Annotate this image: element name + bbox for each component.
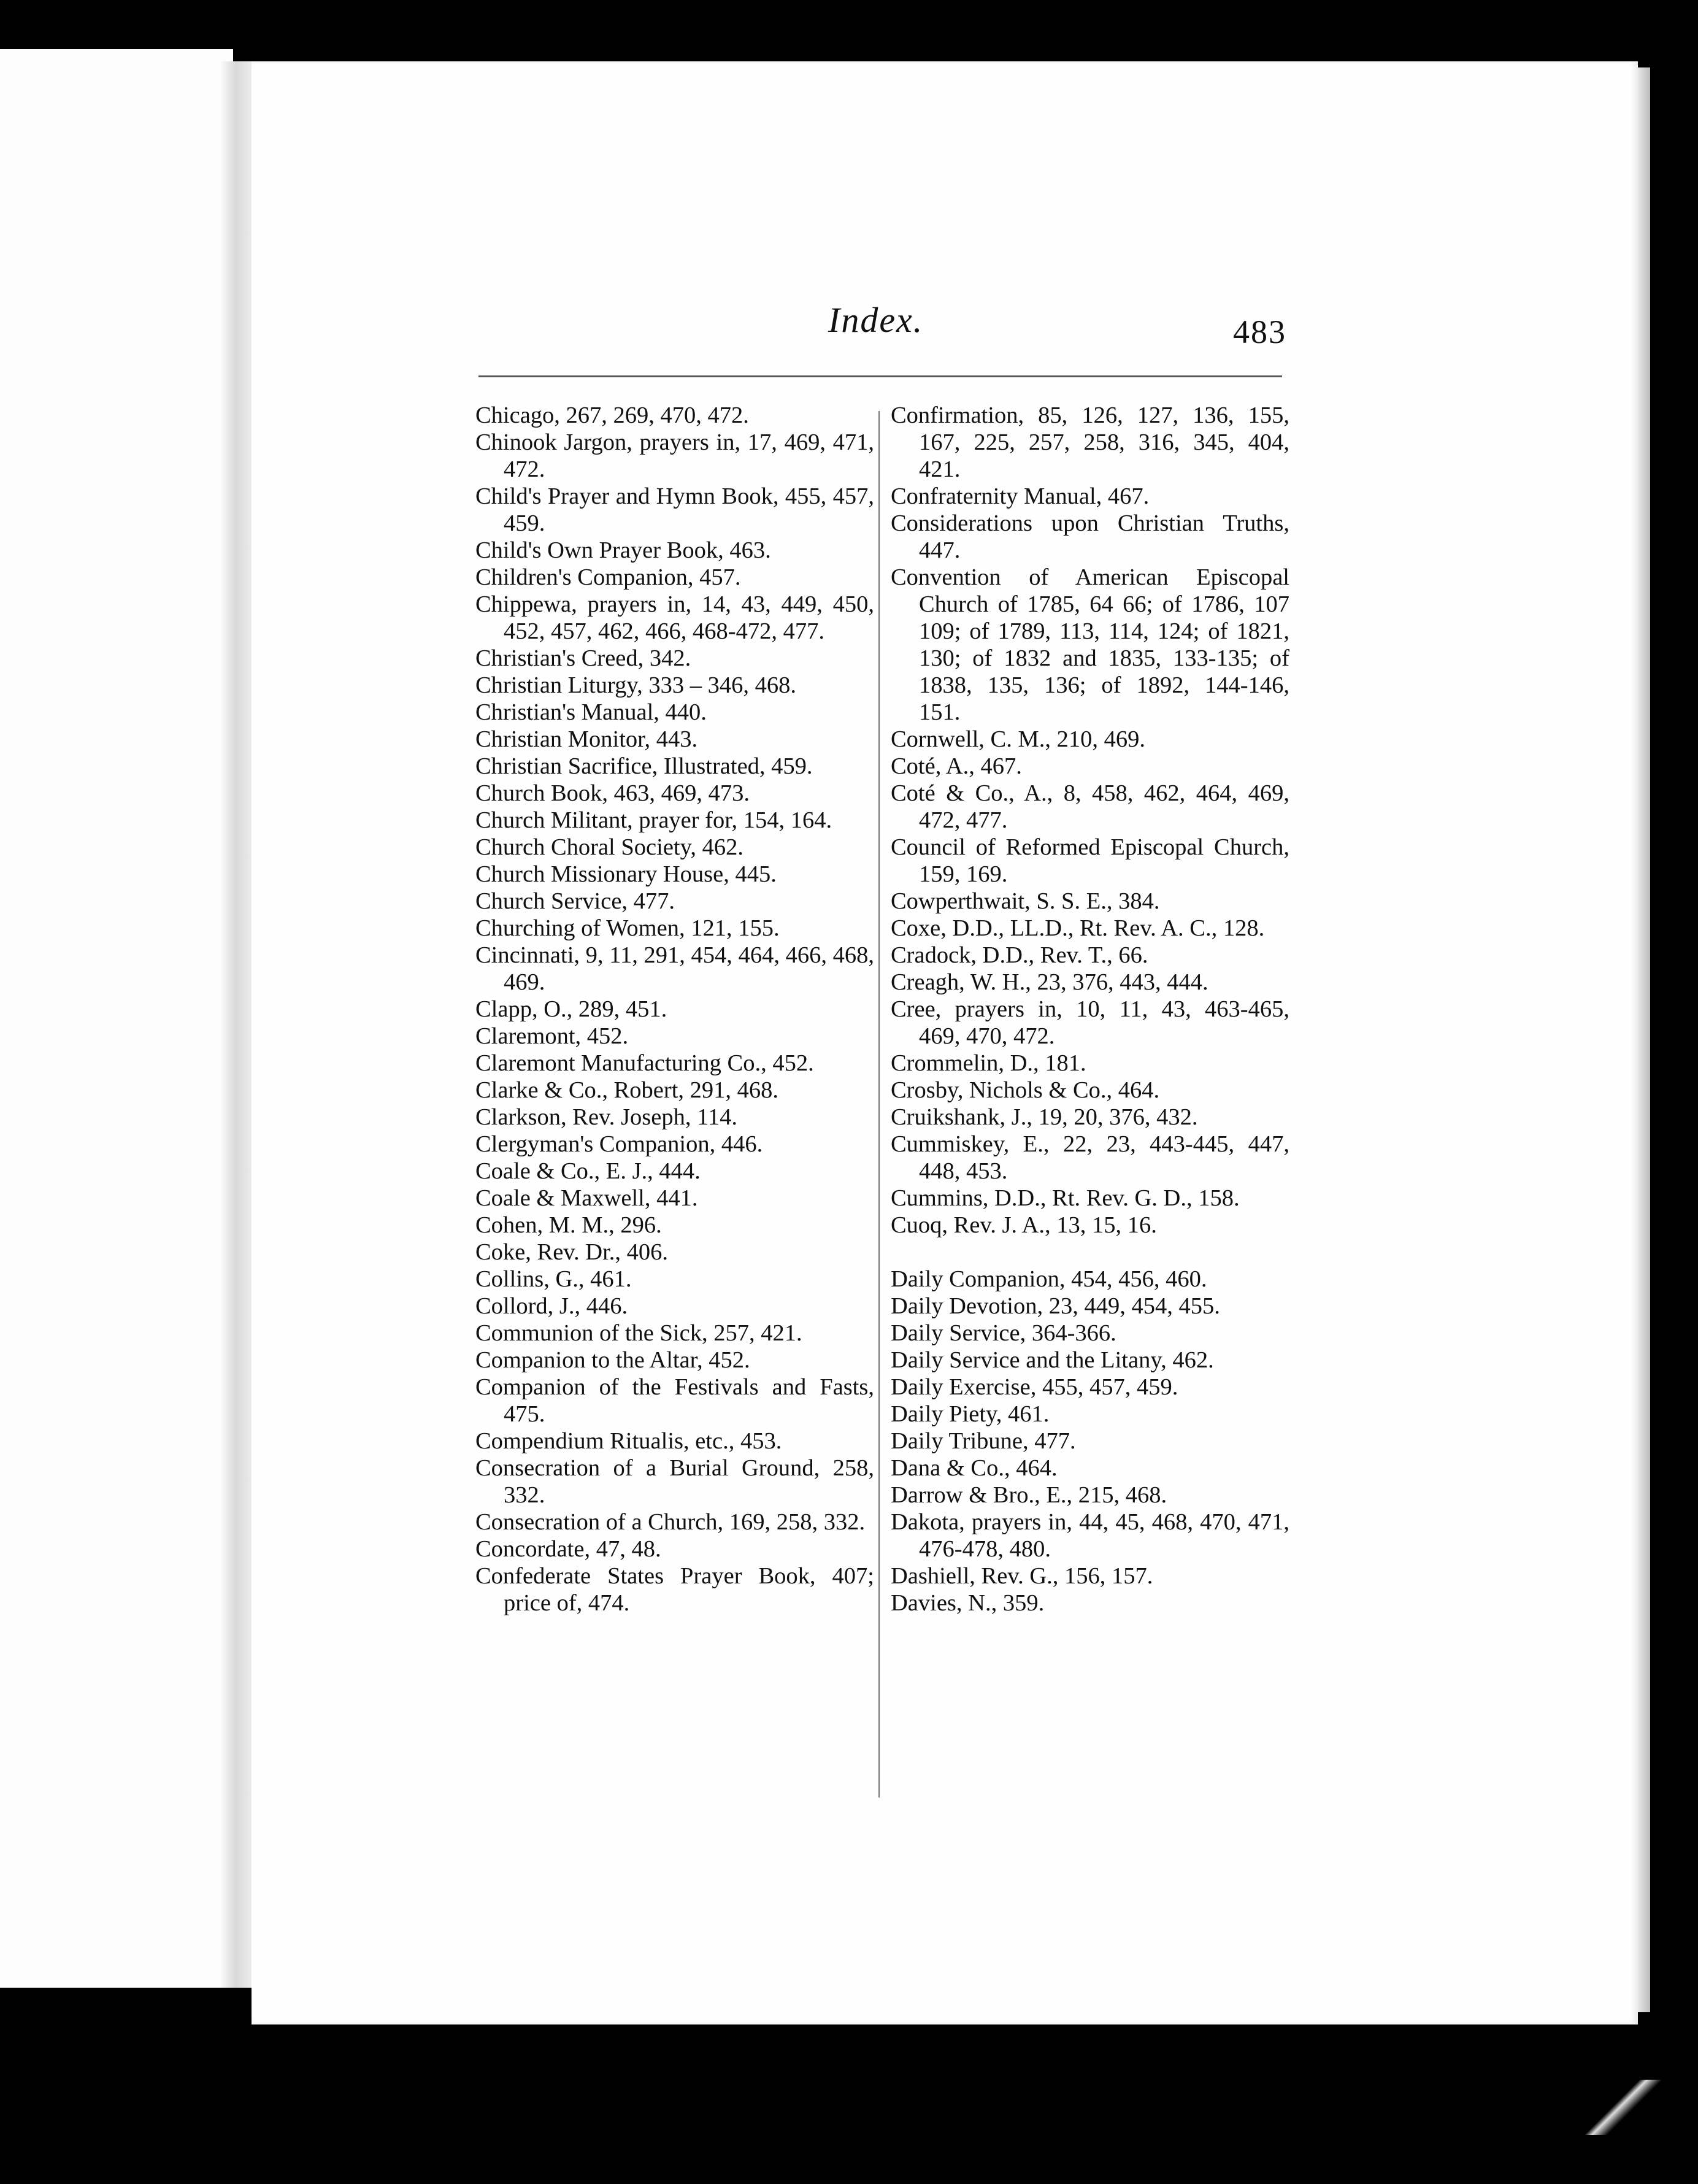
index-entry: Christian's Creed, 342. [475, 645, 691, 671]
index-entry: Church Choral Society, 462. [475, 834, 743, 860]
index-entry: Cummins, D.D., Rt. Rev. G. D., 158. [891, 1185, 1240, 1211]
index-entry: Cowperthwait, S. S. E., 384. [891, 888, 1160, 914]
index-entry: Cuoq, Rev. J. A., 13, 15, 16. [891, 1212, 1157, 1238]
index-entry: Confirmation, 85, 126, 127, 136, 155, 167, 225, 257, 258, 316, 345, 404, 421. [891, 402, 1289, 482]
index-entry: Daily Tribune, 477. [891, 1428, 1076, 1454]
index-entry: Consecration of a Church, 169, 258, 332. [475, 1509, 866, 1535]
index-entry: Chippewa, prayers in, 14, 43, 449, 450, 452, 457, 462, 466, 468-472, 477. [475, 591, 874, 644]
index-entry: Clarke & Co., Robert, 291, 468. [475, 1077, 779, 1103]
index-entry: Daily Exercise, 455, 457, 459. [891, 1374, 1178, 1400]
index-column-right [891, 402, 1289, 1617]
index-entry: Clergyman's Companion, 446. [475, 1131, 763, 1157]
index-entry: Daily Devotion, 23, 449, 454, 455. [891, 1293, 1220, 1319]
index-entry: Christian Monitor, 443. [475, 726, 698, 752]
index-entry: Cincinnati, 9, 11, 291, 454, 464, 466, 468, 469. [475, 942, 874, 995]
index-entry: Communion of the Sick, 257, 421. [475, 1320, 802, 1346]
index-entry: Cradock, D.D., Rev. T., 66. [891, 942, 1148, 968]
index-entry: Collord, J., 446. [475, 1293, 628, 1319]
column-divider [878, 411, 880, 1798]
index-entry: Coke, Rev. Dr., 406. [475, 1239, 669, 1265]
index-entry: Child's Prayer and Hymn Book, 455, 457, 459. [475, 483, 874, 536]
index-entry: Chinook Jargon, prayers in, 17, 469, 471, 472. [475, 429, 874, 482]
index-entry: Concordate, 47, 48. [475, 1536, 661, 1562]
index-column-left [475, 402, 874, 1617]
index-entry: Coxe, D.D., LL.D., Rt. Rev. A. C., 128. [891, 915, 1265, 941]
index-entry: Cornwell, C. M., 210, 469. [891, 726, 1145, 752]
index-entry: Dakota, prayers in, 44, 45, 468, 470, 471, 476-478, 480. [891, 1509, 1289, 1562]
index-entry: Claremont Manufacturing Co., 452. [475, 1050, 814, 1076]
index-entry: Church Service, 477. [475, 888, 675, 914]
index-entry: Crosby, Nichols & Co., 464. [891, 1077, 1160, 1103]
section-gap [891, 1239, 1289, 1266]
index-entry: Children's Companion, 457. [475, 564, 741, 590]
index-entry: Cree, prayers in, 10, 11, 43, 463-465, 469, 470, 472. [891, 996, 1289, 1049]
index-entry: Christian Sacrifice, Illustrated, 459. [475, 753, 813, 779]
index-entry: Christian Liturgy, 333 – 346, 468. [475, 672, 796, 698]
index-entry: Coale & Co., E. J., 444. [475, 1158, 701, 1184]
index-entry: Christian's Manual, 440. [475, 699, 707, 725]
index-entry: Dashiell, Rev. G., 156, 157. [891, 1563, 1153, 1589]
index-entry: Cruikshank, J., 19, 20, 376, 432. [891, 1104, 1198, 1130]
index-entry: Darrow & Bro., E., 215, 468. [891, 1482, 1167, 1508]
index-entry: Clapp, O., 289, 451. [475, 996, 667, 1022]
index-entry: Dana & Co., 464. [891, 1455, 1058, 1481]
page-corner-wear [1570, 2080, 1669, 2135]
index-entry: Daily Service, 364-366. [891, 1320, 1116, 1346]
index-entry: Daily Service and the Litany, 462. [891, 1347, 1214, 1373]
index-entry: Coté & Co., A., 8, 458, 462, 464, 469, 472, 477. [891, 780, 1289, 833]
header-rule [478, 375, 1282, 377]
index-entry: Claremont, 452. [475, 1023, 629, 1049]
index-entry: Convention of American Episcopal Church of 1785, 64 66; of 1786, 107 109; of 1789, 113, 114, 124; of 1821, 130; of 1832 and 1835, 133-135; of 1838, 135, 136; of 1892, 144-146, 151. [891, 564, 1289, 725]
index-entry: Collins, G., 461. [475, 1266, 632, 1292]
index-entry: Clarkson, Rev. Joseph, 114. [475, 1104, 738, 1130]
index-entry: Compendium Ritualis, etc., 453. [475, 1428, 782, 1454]
index-entry: Confraternity Manual, 467. [891, 483, 1150, 509]
index-entry: Daily Companion, 454, 456, 460. [891, 1266, 1207, 1292]
index-entry: Companion of the Festivals and Fasts, 475. [475, 1374, 874, 1427]
index-entry: Crommelin, D., 181. [891, 1050, 1086, 1076]
index-entry: Coté, A., 467. [891, 753, 1022, 779]
index-entry: Consecration of a Burial Ground, 258, 332. [475, 1455, 874, 1508]
index-entry: Chicago, 267, 269, 470, 472. [475, 402, 749, 428]
page-number: 483 [1233, 313, 1286, 350]
index-entry: Church Militant, prayer for, 154, 164. [475, 807, 832, 833]
index-entry: Davies, N., 359. [891, 1590, 1045, 1616]
index-entry: Churching of Women, 121, 155. [475, 915, 780, 941]
left-page-edge [0, 49, 233, 1988]
index-entry: Companion to the Altar, 452. [475, 1347, 750, 1373]
index-entry: Daily Piety, 461. [891, 1401, 1050, 1427]
index-entry: Cummiskey, E., 22, 23, 443-445, 447, 448, 453. [891, 1131, 1289, 1184]
index-entry: Cohen, M. M., 296. [475, 1212, 662, 1238]
index-entry: Child's Own Prayer Book, 463. [475, 537, 771, 563]
index-entry: Confederate States Prayer Book, 407; price of, 474. [475, 1563, 874, 1616]
index-entry: Church Book, 463, 469, 473. [475, 780, 750, 806]
index-entry: Coale & Maxwell, 441. [475, 1185, 698, 1211]
page-header: Index. [828, 300, 924, 340]
index-entry: Council of Reformed Episcopal Church, 159, 169. [891, 834, 1289, 887]
page-right-edge [1638, 67, 1650, 2012]
index-entry: Church Missionary House, 445. [475, 861, 777, 887]
index-entry: Creagh, W. H., 23, 376, 443, 444. [891, 969, 1208, 995]
index-entry: Considerations upon Christian Truths, 447. [891, 510, 1289, 563]
